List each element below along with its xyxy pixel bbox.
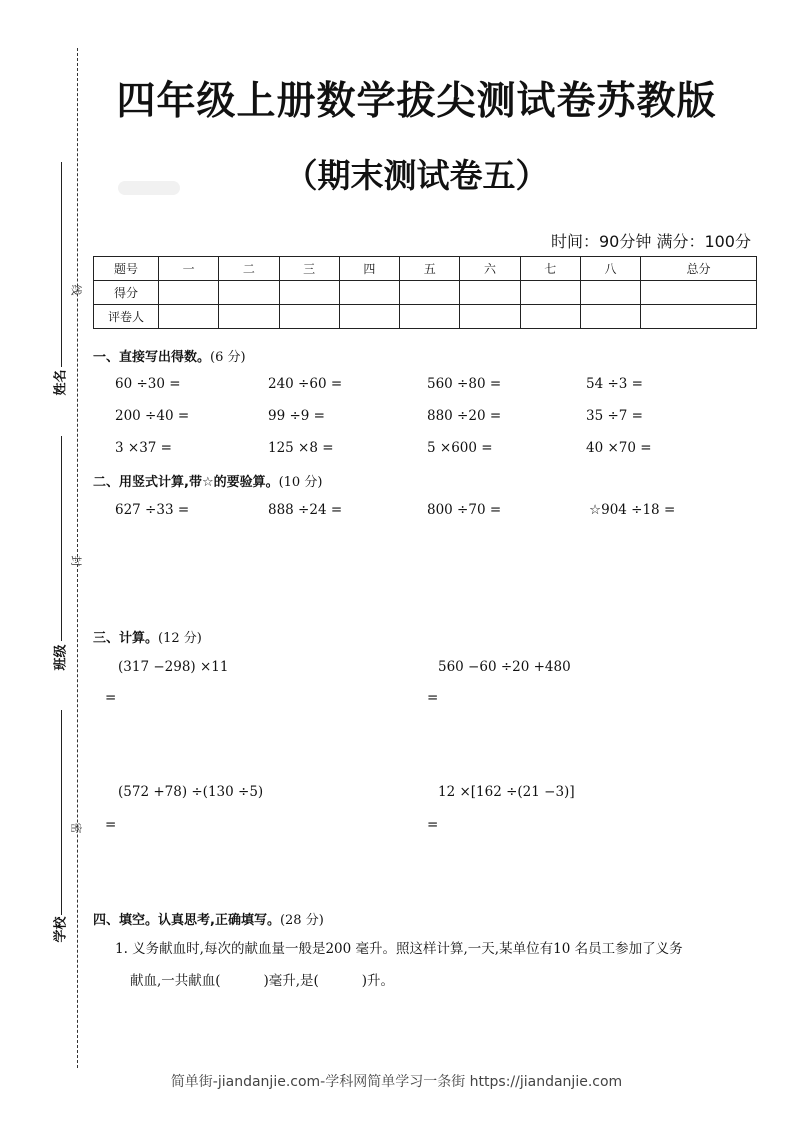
score-cell[interactable] [580, 281, 640, 305]
mental-math-item: 35 ÷7 = [586, 408, 643, 424]
grader-row-label: 评卷人 [94, 305, 159, 329]
score-cell[interactable] [159, 281, 219, 305]
mental-math-item: 99 ÷9 = [268, 408, 325, 424]
vertical-calc-item: ☆904 ÷18 = [589, 502, 676, 518]
score-table-cell: 总分 [641, 257, 757, 281]
score-cell[interactable] [641, 281, 757, 305]
faint-smudge [118, 181, 180, 195]
mental-math-item: 3 ×37 = [115, 440, 172, 456]
margin-mark-xian: 线 [69, 284, 83, 296]
section2-heading [93, 471, 322, 490]
grader-cell[interactable] [520, 305, 580, 329]
score-table-cell: 一 [159, 257, 219, 281]
score-cell[interactable] [339, 281, 399, 305]
grader-cell[interactable] [159, 305, 219, 329]
margin-mark-feng: 封 [69, 555, 83, 567]
grader-cell[interactable] [641, 305, 757, 329]
section4-title: 四、填空。认真思考,正确填写。 [93, 913, 280, 928]
page-title: 四年级上册数学拔尖测试卷苏教版 [116, 79, 717, 124]
vertical-calc-item: 888 ÷24 = [268, 502, 343, 518]
equals-sign: = [105, 690, 117, 706]
score-table-cell: 四 [339, 257, 399, 281]
time-info: 时间：90分钟 满分：100分 [551, 232, 751, 251]
mental-math-item: 880 ÷20 = [427, 408, 502, 424]
score-table-cell: 题号 [94, 257, 159, 281]
section1-title: 一、直接写出得数。 [93, 350, 211, 365]
footer-watermark: 简单街-jiandanjie.com-学科网简单学习一条街 https://jiandanjie.com [170, 1074, 623, 1090]
score-table [93, 256, 757, 329]
section4-points: (28 分) [279, 913, 324, 928]
mental-math-item: 560 ÷80 = [427, 376, 502, 392]
calc-item: 12 ×[162 ÷(21 −3)] [438, 784, 575, 800]
score-table-cell: 七 [520, 257, 580, 281]
grader-cell[interactable] [339, 305, 399, 329]
calc-item: (572 +78) ÷(130 ÷5) [118, 784, 264, 800]
score-cell[interactable] [460, 281, 520, 305]
score-table-header-row [94, 257, 757, 281]
calc-item: 560 −60 ÷20 +480 [438, 659, 571, 675]
vertical-calc-item: 627 ÷33 = [115, 502, 190, 518]
grader-cell[interactable] [279, 305, 339, 329]
grader-cell[interactable] [580, 305, 640, 329]
mental-math-item: 40 ×70 = [586, 440, 652, 456]
section3-heading [93, 627, 202, 646]
class-label: 班级 [53, 644, 69, 671]
class-underline [61, 436, 62, 641]
score-cell[interactable] [219, 281, 279, 305]
score-table-cell: 二 [219, 257, 279, 281]
mental-math-item: 60 ÷30 = [115, 376, 181, 392]
mental-math-item: 5 ×600 = [427, 440, 493, 456]
score-table-cell: 三 [279, 257, 339, 281]
name-label: 姓名 [53, 369, 69, 396]
calc-item: (317 −298) ×11 [118, 659, 229, 675]
section3-title: 三、计算。 [93, 631, 159, 646]
vertical-calc-item: 800 ÷70 = [427, 502, 502, 518]
fill-blank-q1-line2: 献血,一共献血( )毫升,是( )升。 [130, 973, 394, 989]
grader-cell[interactable] [400, 305, 460, 329]
score-table-cell: 五 [400, 257, 460, 281]
grader-cell[interactable] [460, 305, 520, 329]
mental-math-item: 240 ÷60 = [268, 376, 343, 392]
equals-sign: = [427, 817, 439, 833]
section2-points: (10 分) [278, 475, 323, 490]
equals-sign: = [105, 817, 117, 833]
section4-heading [93, 909, 324, 928]
score-cell[interactable] [400, 281, 460, 305]
score-table-cell: 八 [580, 257, 640, 281]
score-cell[interactable] [520, 281, 580, 305]
school-label: 学校 [53, 916, 69, 943]
grader-cell[interactable] [219, 305, 279, 329]
score-cell[interactable] [279, 281, 339, 305]
score-row-label: 得分 [94, 281, 159, 305]
page-subtitle: （期末测试卷五） [284, 156, 549, 195]
school-underline [61, 710, 62, 915]
score-table-grader-row [94, 305, 757, 329]
section3-points: (12 分) [158, 631, 202, 646]
mental-math-item: 125 ×8 = [268, 440, 334, 456]
score-table-cell: 六 [460, 257, 520, 281]
section1-points: (6 分) [210, 350, 246, 365]
section1-heading [93, 346, 246, 365]
mental-math-item: 54 ÷3 = [586, 376, 643, 392]
mental-math-item: 200 ÷40 = [115, 408, 190, 424]
equals-sign: = [427, 690, 439, 706]
margin-mark-mi: 密 [69, 822, 83, 834]
fill-blank-q1-line1: 1. 义务献血时,每次的献血量一般是200 毫升。照这样计算,一天,某单位有10 名员工参加了义务 [115, 941, 683, 957]
section2-title: 二、用竖式计算,带☆的要验算。 [93, 475, 279, 490]
score-table-score-row [94, 281, 757, 305]
